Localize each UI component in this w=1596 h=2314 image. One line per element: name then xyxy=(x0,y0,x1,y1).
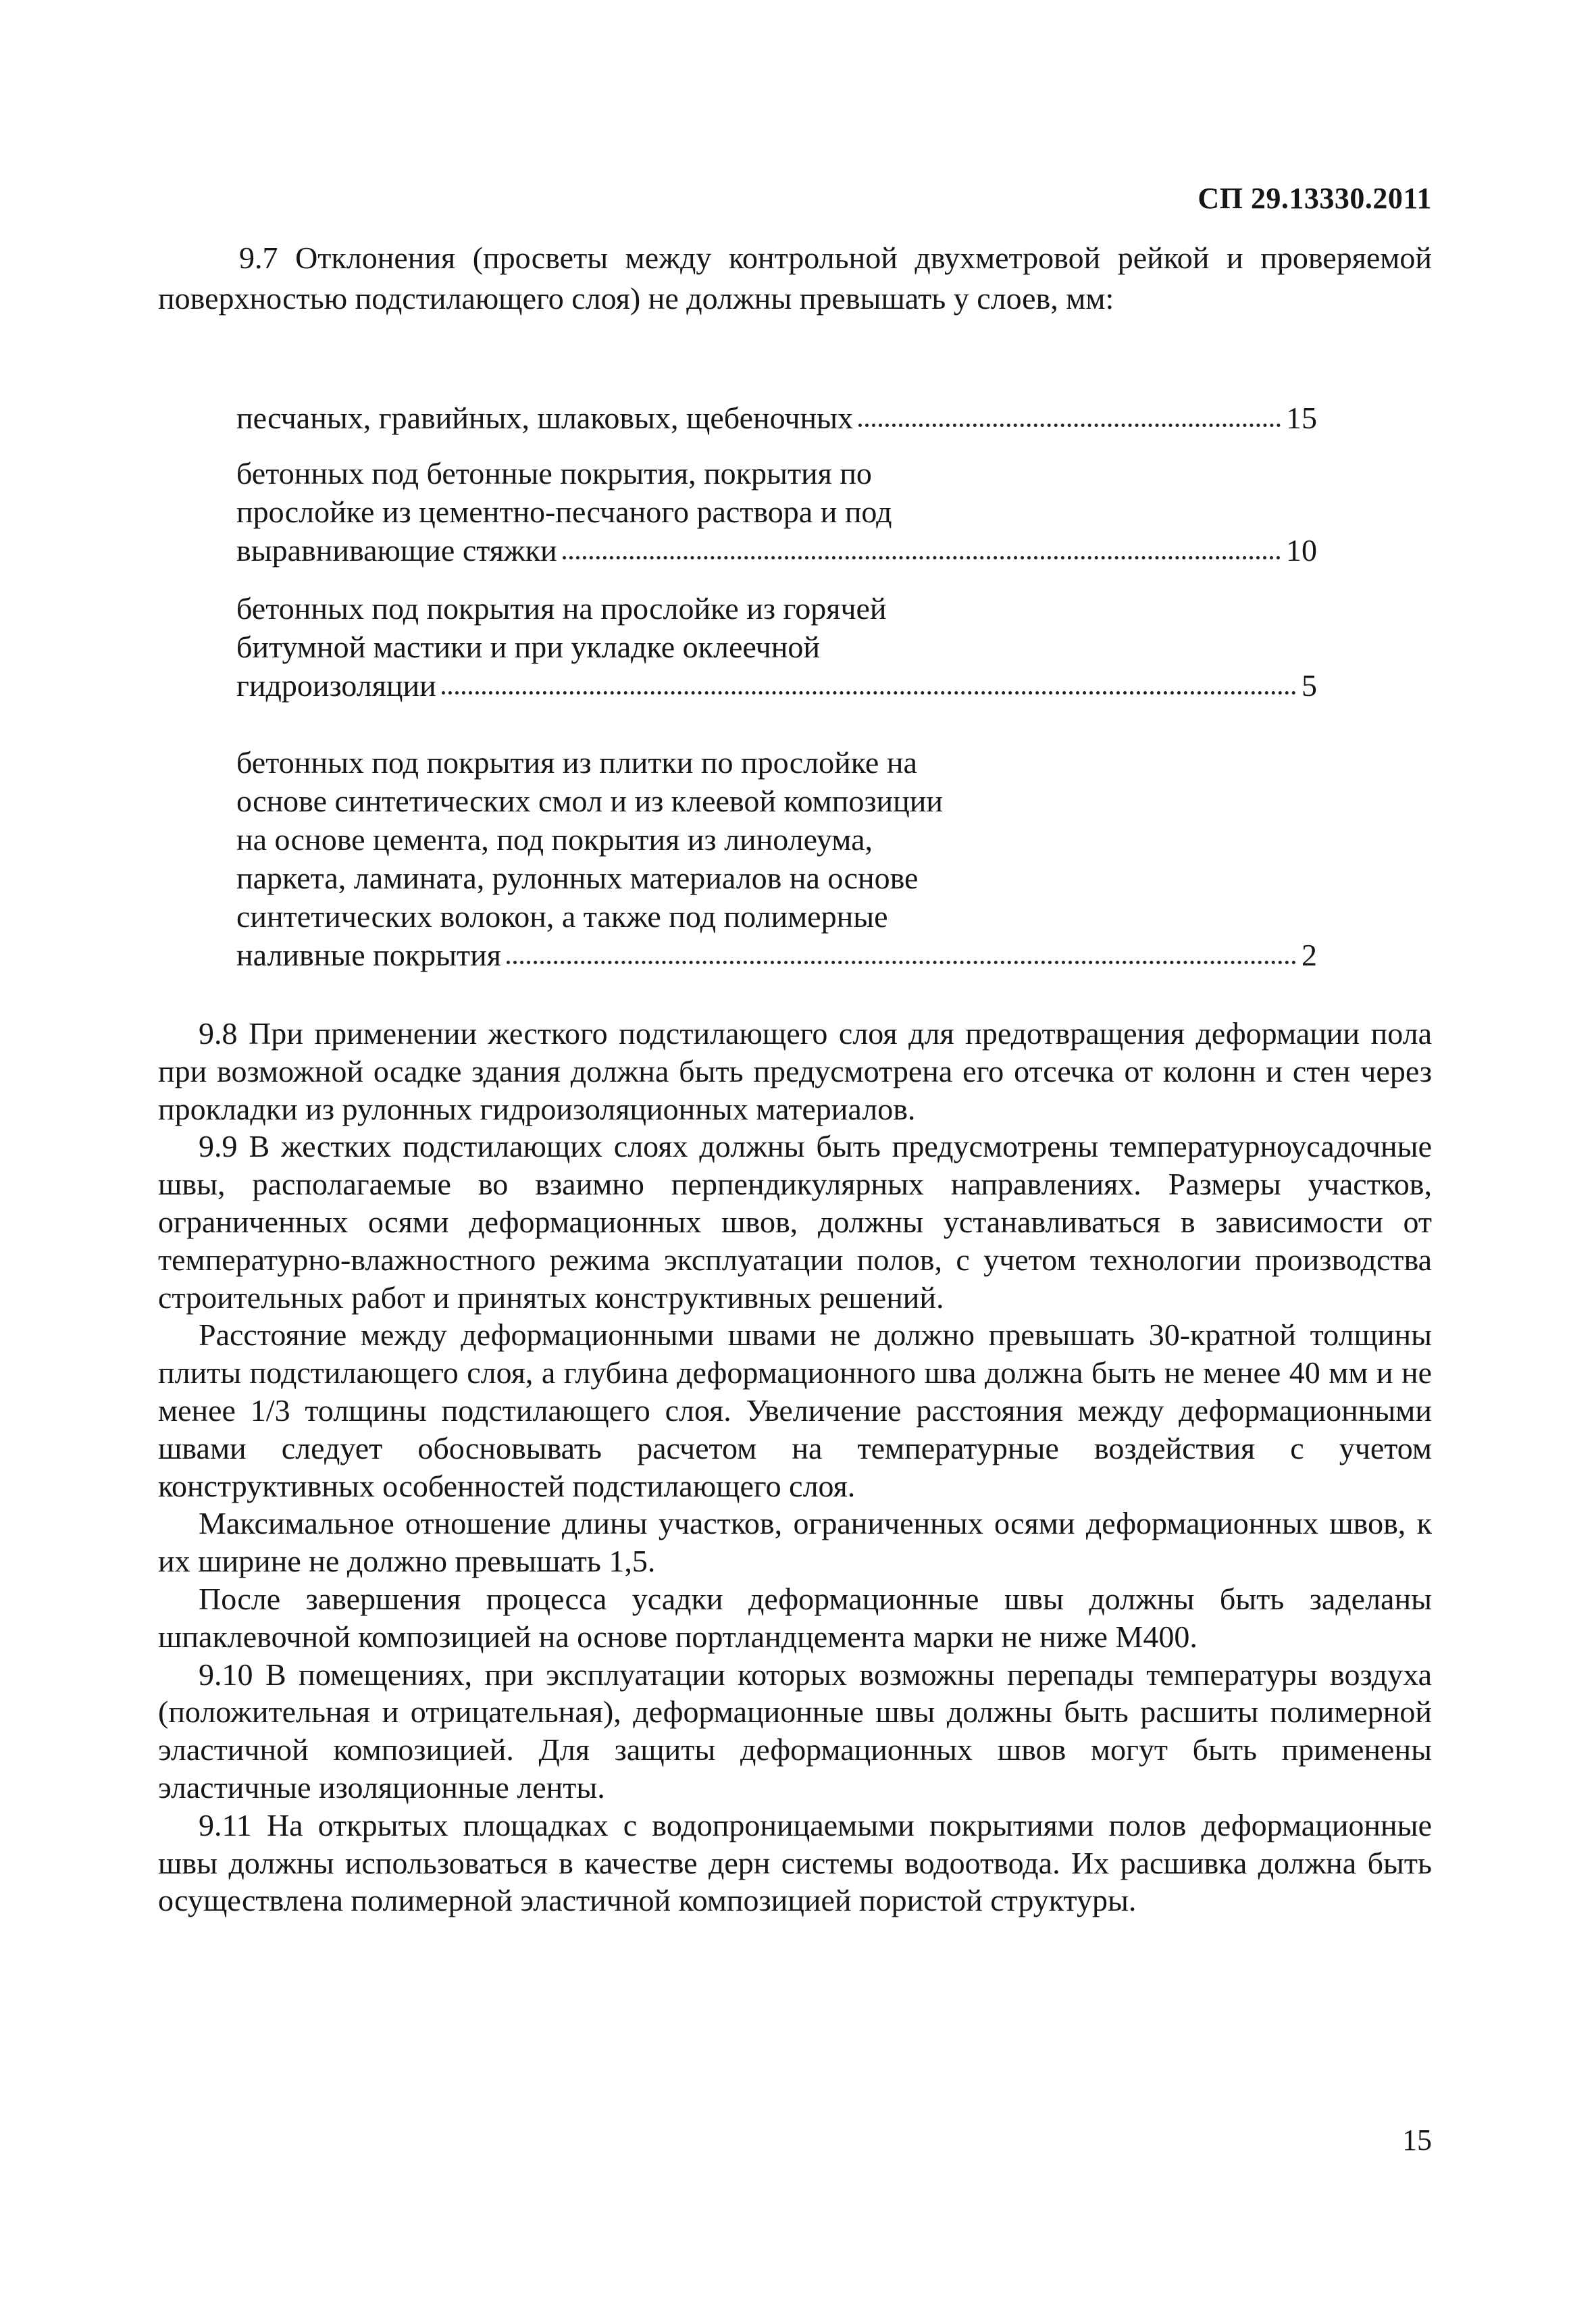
list-item-line: синтетических волокон, а также под полимерные xyxy=(236,899,888,934)
list-item-label: выравнивающие стяжки xyxy=(236,533,557,568)
list-item xyxy=(236,454,1317,570)
list-item-label: гидроизоляции xyxy=(236,668,436,703)
list-item-line: бетонных под покрытия на прослойке из горячей xyxy=(236,591,887,626)
list-item-line: основе синтетических смол и из клеевой композиции xyxy=(236,784,943,818)
paragraph-joint-spacing: Расстояние между деформационными швами не должно превышать 30-кратной толщины плиты подстилающего слоя, а глубина деформационного шва должна быть не менее 40 мм и не менее 1/3 толщины подстилающего слоя. Увеличение расстояния между деформационными швами следует обосновывать расчетом на температурные воздействия с учетом конструктивных особенностей подстилающего слоя. xyxy=(158,1317,1432,1503)
list-item-label: наливные покрытия xyxy=(236,938,501,972)
paragraph-9-7: 9.7 Отклонения (просветы между контрольной двухметровой рейкой и проверяемой поверхностью подстилающего слоя) не должны превышать у слоев, мм: xyxy=(158,241,1432,316)
list-item-line: на основе цемента, под покрытия из линолеума, xyxy=(236,822,873,857)
body-text xyxy=(158,1015,1432,1919)
dot-leader xyxy=(858,424,1281,427)
paragraph-9-9: 9.9 В жестких подстилающих слоях должны быть предусмотрены температурноусадочные швы, располагаемые во взаимно перпендикулярных направлениях. Размеры участков, ограниченных осями деформационных швов, должны устанавливаться в зависимости от температурно-влажностного режима эксплуатации полов, с учетом технологии производства строительных работ и принятых конструктивных решений. xyxy=(158,1129,1432,1315)
list-item-line: бетонных под покрытия из плитки по прослойке на xyxy=(236,745,917,780)
paragraph-sealing: После завершения процесса усадки деформационные швы должны быть заделаны шпаклевочной композицией на основе портландцемента марки не ниже М400. xyxy=(158,1581,1432,1654)
paragraph-9-10: 9.10 В помещениях, при эксплуатации которых возможны перепады температуры воздуха (положительная и отрицательная), деформационные швы должны быть расшиты полимерной эластичной композицией. Для защиты деформационных швов могут быть применены эластичные изоляционные ленты. xyxy=(158,1657,1432,1805)
paragraph-9-11: 9.11 На открытых площадках с водопроницаемыми покрытиями полов деформационные швы должны использоваться в качестве дерн системы водоотвода. Их расшивка должна быть осуществлена полимерной эластичной композицией пористой структуры. xyxy=(158,1807,1432,1918)
paragraph-ratio: Максимальное отношение длины участков, ограниченных осями деформационных швов, к их ширине не должно превышать 1,5. xyxy=(158,1506,1432,1579)
list-item xyxy=(236,589,1317,705)
list-item-value: 15 xyxy=(1286,401,1317,435)
section-intro xyxy=(158,238,1432,319)
list-item-value: 5 xyxy=(1302,668,1317,703)
list-item xyxy=(236,399,1317,437)
list-item-value: 10 xyxy=(1286,533,1317,568)
list-item-label: песчаных, гравийных, шлаковых, щебеночных xyxy=(236,401,854,435)
list-item-value: 2 xyxy=(1302,938,1317,972)
dot-leader xyxy=(563,556,1281,559)
list-item-line: паркета, ламината, рулонных материалов на основе xyxy=(236,861,919,895)
list-item xyxy=(236,743,1317,974)
dot-leader xyxy=(442,691,1296,695)
page-number: 15 xyxy=(1402,2123,1432,2157)
list-item-line: битумной мастики и при укладке оклеечной xyxy=(236,630,821,664)
dot-leader xyxy=(507,961,1296,964)
list-item-line: прослойке из цементно-песчаного раствора и под xyxy=(236,495,892,529)
paragraph-9-8: 9.8 При применении жесткого подстилающего слоя для предотвращения деформации пола при возможной осадке здания должна быть предусмотрена его отсечка от колонн и стен через прокладки из рулонных гидроизоляционных материалов. xyxy=(158,1016,1432,1126)
list-item-line: бетонных под бетонные покрытия, покрытия по xyxy=(236,456,872,491)
document-code: СП 29.13330.2011 xyxy=(1198,182,1432,215)
